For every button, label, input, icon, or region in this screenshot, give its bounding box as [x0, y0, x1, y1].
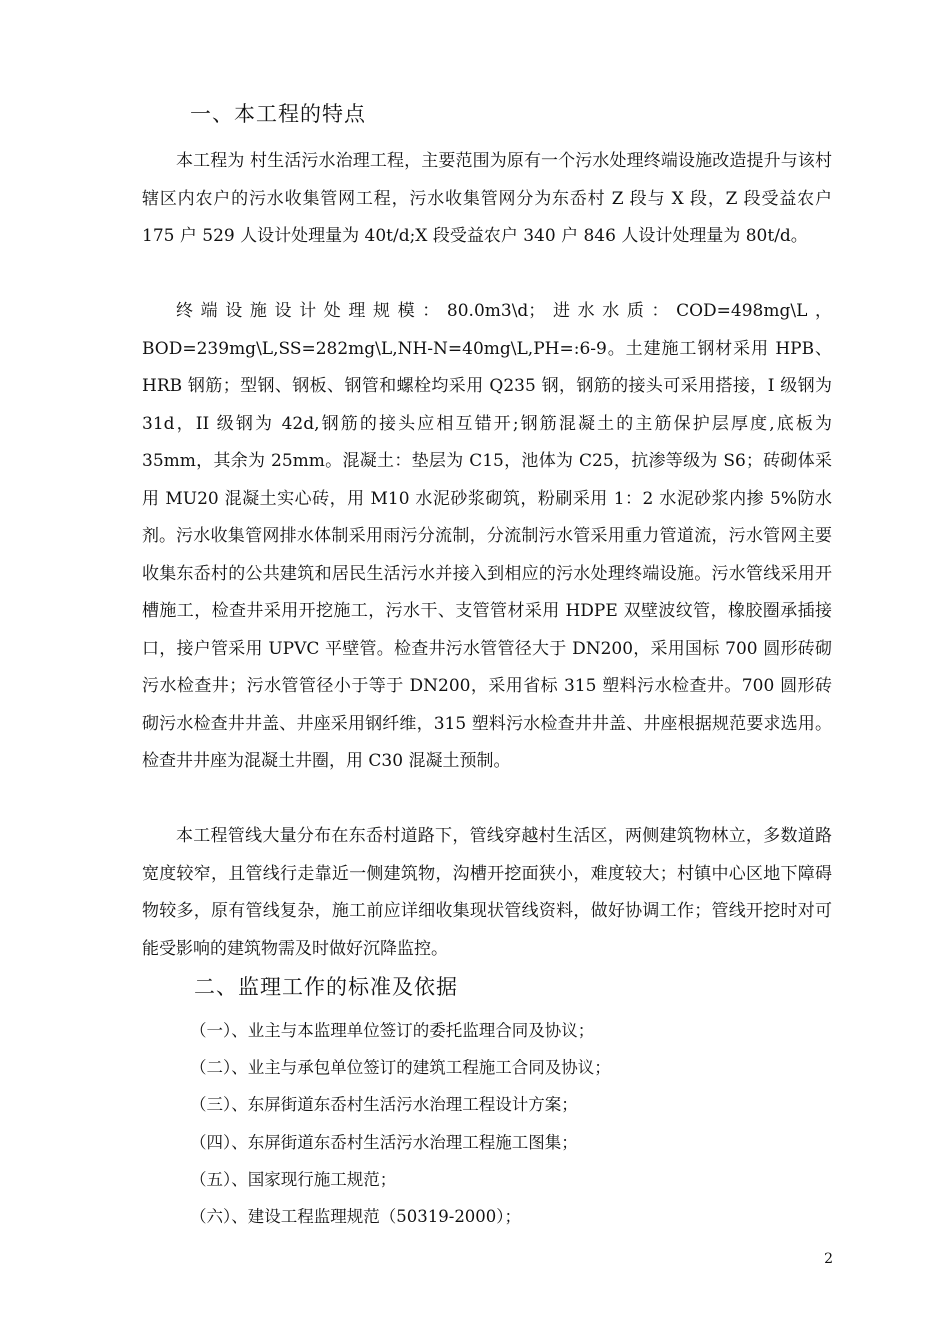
- list-item: （四）、东屏街道东岙村生活污水治理工程施工图集；: [190, 1132, 578, 1152]
- page-number: 2: [824, 1251, 833, 1267]
- list-item: （六）、建设工程监理规范（50319-2000）；: [190, 1206, 522, 1226]
- basis-list: [190, 1012, 611, 1235]
- section-heading-standards-basis: 二、监理工作的标准及依据: [194, 975, 458, 999]
- paragraph-sewer-network: 污水收集管网排水体制采用雨污分流制，分流制污水管采用重力管道流，污水管网主要收集东岙村的公共建筑和居民生活污水并接入到相应的污水处理终端设施。污水管线采用开槽施工，检查井采用开挖施工，污水干、支管管材采用 HDPE 双壁波纹管，橡胶圈承插接口，接户管采用 UPVC 平壁管。检查井污水管管径大于 DN200，采用国标 700 圆形砖砌污水检查井；污水管管径小于等于 DN200，采用省标 315 塑料污水检查井。700 圆形砖砌污水检查井井盖、井座采用钢纤维，315 塑料污水检查井井盖、井座根据规范要求选用。检查井井座为混凝土井圈，用 C30 混凝土预制。: [142, 526, 832, 771]
- paragraph-design-specs: 终端设施设计处理规模：80.0m3\d；进水水质：COD=498mg\L，BOD=239mg\L,SS=282mg\L,NH-N=40mg\L,PH=:6-9。土建施工钢材采用 HPB、HRB 钢筋；型钢、钢板、钢管和螺栓均采用 Q235 钢，钢筋的接头可采用搭接，I 级钢为 31d，II 级钢为 42d,钢筋的接头应相互错开;钢筋混凝土的主筋保护层厚度,底板为 35mm，其余为 25mm。混凝土：垫层为 C15，池体为 C25，抗渗等级为 S6；砖砌体采用 MU20 混凝土实心砖，用 M10 水泥砂浆砌筑，粉刷采用 1：2 水泥砂浆内掺 5%防水剂。: [142, 301, 832, 546]
- list-item: （二）、业主与承包单位签订的建筑工程施工合同及协议；: [190, 1058, 611, 1078]
- paragraph-project-scope: 本工程为 村生活污水治理工程，主要范围为原有一个污水处理终端设施改造提升与该村辖区内农户的污水收集管网工程，污水收集管网分为东岙村 Z 段与 X 段，Z 段受益农户 175 户 529 人设计处理量为 40t/d;X 段受益农户 340 户 846 人设计处理量为 80t/d。: [142, 151, 832, 246]
- paragraph-site-conditions: 本工程管线大量分布在东岙村道路下，管线穿越村生活区，两侧建筑物林立，多数道路宽度较窄，且管线行走靠近一侧建筑物，沟槽开挖面狭小，难度较大；村镇中心区地下障碍物较多，原有管线复杂，施工前应详细收集现状管线资料，做好协调工作；管线开挖时对可能受影响的建筑物需及时做好沉降监控。: [142, 826, 832, 959]
- list-item: （五）、国家现行施工规范；: [190, 1169, 397, 1189]
- section-heading-project-features: 一、本工程的特点: [190, 102, 366, 126]
- list-item: （三）、东屏街道东岙村生活污水治理工程设计方案；: [190, 1095, 578, 1115]
- list-item: （一）、业主与本监理单位签订的委托监理合同及协议；: [190, 1021, 595, 1040]
